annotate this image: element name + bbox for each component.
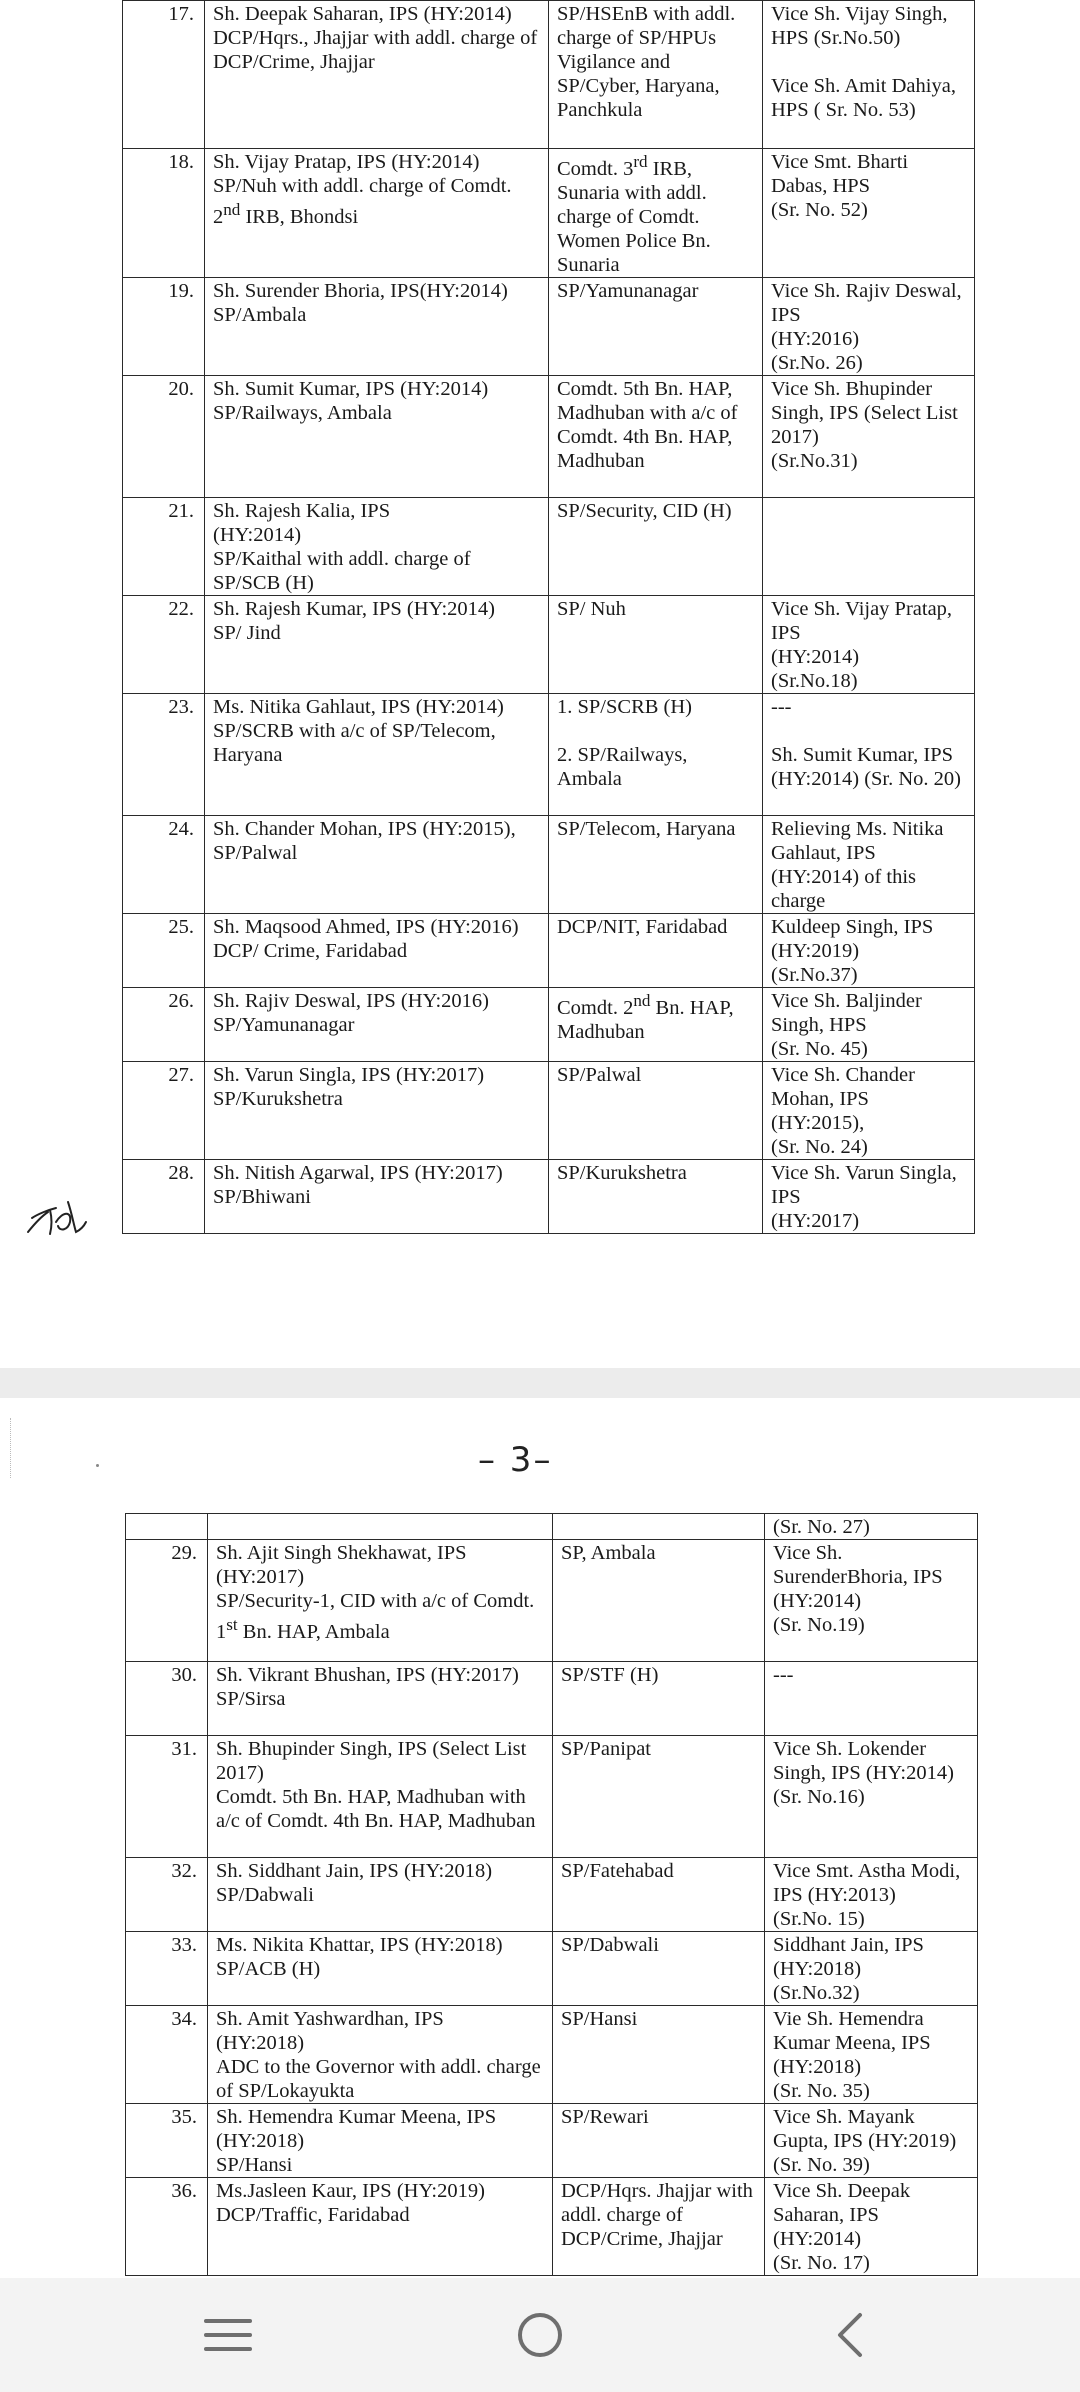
officer-cell: Sh. Varun Singla, IPS (HY:2017) SP/Kurukshetra	[205, 1061, 549, 1159]
officer-cell: Sh. Rajesh Kumar, IPS (HY:2014) SP/ Jind	[205, 595, 549, 693]
vice-cell: Siddhant Jain, IPS (HY:2018) (Sr.No.32)	[765, 1932, 978, 2006]
vice-cell: Vice Smt. Astha Modi, IPS (HY:2013) (Sr.No. 15)	[765, 1858, 978, 1932]
vice-cell: (Sr. No. 27)	[765, 1514, 978, 1540]
serial-number: 24.	[123, 815, 205, 913]
posted-as-cell: SP, Ambala	[553, 1540, 765, 1662]
table-row	[126, 1736, 978, 1858]
posted-as-cell: SP/Palwal	[549, 1061, 763, 1159]
vice-cell: Vice Sh. Lokender Singh, IPS (HY:2014) (Sr. No.16)	[765, 1736, 978, 1858]
home-circle-icon	[516, 2311, 564, 2359]
posting-table-page-2	[122, 0, 975, 1234]
vice-cell: Vice Sh. Vijay Singh, HPS (Sr.No.50) Vice Sh. Amit Dahiya, HPS ( Sr. No. 53)	[763, 1, 975, 149]
page-separator	[0, 1368, 1080, 1398]
vice-cell: Vie Sh. Hemendra Kumar Meena, IPS (HY:2018) (Sr. No. 35)	[765, 2006, 978, 2104]
posted-as-cell: SP/Telecom, Haryana	[549, 815, 763, 913]
table-row	[123, 497, 975, 595]
table-row	[123, 595, 975, 693]
handwritten-initials-signature	[22, 1192, 90, 1244]
officer-cell: Sh. Deepak Saharan, IPS (HY:2014) DCP/Hqrs., Jhajjar with addl. charge of DCP/Crime, Jhajjar	[205, 1, 549, 149]
officer-cell: Ms.Jasleen Kaur, IPS (HY:2019) DCP/Traffic, Faridabad	[208, 2178, 553, 2276]
officer-cell: Sh. Chander Mohan, IPS (HY:2015), SP/Palwal	[205, 815, 549, 913]
serial-number: 19.	[123, 277, 205, 375]
serial-number: 22.	[123, 595, 205, 693]
officer-cell: Sh. Vijay Pratap, IPS (HY:2014) SP/Nuh with addl. charge of Comdt. 2nd IRB, Bhondsi	[205, 149, 549, 278]
table-row	[126, 1514, 978, 1540]
back-button[interactable]	[770, 2278, 930, 2392]
serial-number: 17.	[123, 1, 205, 149]
posted-as-cell: SP/Hansi	[553, 2006, 765, 2104]
vice-cell: Relieving Ms. Nitika Gahlaut, IPS (HY:2014) of this charge	[763, 815, 975, 913]
scan-artifact	[96, 1464, 99, 1467]
serial-number: 21.	[123, 497, 205, 595]
table-body	[126, 1514, 978, 2276]
page-number: – 3–	[478, 1440, 553, 1480]
vice-cell: Vice Sh. SurenderBhoria, IPS (HY:2014) (Sr. No.19)	[765, 1540, 978, 1662]
table-body	[123, 1, 975, 1234]
posted-as-cell: Comdt. 2nd Bn. HAP, Madhuban	[549, 987, 763, 1061]
serial-number: 31.	[126, 1736, 208, 1858]
posted-as-cell: Comdt. 5th Bn. HAP, Madhuban with a/c of Comdt. 4th Bn. HAP, Madhuban	[549, 375, 763, 497]
recent-apps-button[interactable]	[148, 2278, 308, 2392]
vice-cell: Vice Sh. Chander Mohan, IPS (HY:2015), (Sr. No. 24)	[763, 1061, 975, 1159]
vice-cell: Vice Sh. Rajiv Deswal, IPS (HY:2016) (Sr.No. 26)	[763, 277, 975, 375]
table-row	[123, 1, 975, 149]
serial-number	[126, 1514, 208, 1540]
officer-cell: Sh. Maqsood Ahmed, IPS (HY:2016) DCP/ Crime, Faridabad	[205, 913, 549, 987]
officer-cell: Sh. Surender Bhoria, IPS(HY:2014) SP/Ambala	[205, 277, 549, 375]
officer-cell: Sh. Rajesh Kalia, IPS (HY:2014) SP/Kaithal with addl. charge of SP/SCB (H)	[205, 497, 549, 595]
officer-cell: Sh. Bhupinder Singh, IPS (Select List 2017) Comdt. 5th Bn. HAP, Madhuban with a/c of Comdt. 4th Bn. HAP, Madhuban	[208, 1736, 553, 1858]
serial-number: 18.	[123, 149, 205, 278]
vice-cell	[763, 497, 975, 595]
table-row	[126, 2006, 978, 2104]
posted-as-cell: SP/ Nuh	[549, 595, 763, 693]
serial-number: 26.	[123, 987, 205, 1061]
table-row	[123, 1061, 975, 1159]
serial-number: 32.	[126, 1858, 208, 1932]
serial-number: 27.	[123, 1061, 205, 1159]
serial-number: 20.	[123, 375, 205, 497]
table-row	[126, 1662, 978, 1736]
menu-lines-icon	[202, 2315, 254, 2355]
table-row	[126, 2178, 978, 2276]
table-row	[126, 1858, 978, 1932]
system-navigation-bar	[0, 2278, 1080, 2392]
serial-number: 28.	[123, 1159, 205, 1233]
posted-as-cell	[553, 1514, 765, 1540]
officer-cell: Sh. Sumit Kumar, IPS (HY:2014) SP/Railways, Ambala	[205, 375, 549, 497]
table-row	[126, 2104, 978, 2178]
table-row	[126, 1932, 978, 2006]
officer-cell: Ms. Nitika Gahlaut, IPS (HY:2014) SP/SCRB with a/c of SP/Telecom, Haryana	[205, 693, 549, 815]
posted-as-cell: SP/HSEnB with addl. charge of SP/HPUs Vigilance and SP/Cyber, Haryana, Panchkula	[549, 1, 763, 149]
officer-cell: Ms. Nikita Khattar, IPS (HY:2018) SP/ACB (H)	[208, 1932, 553, 2006]
table-row	[123, 815, 975, 913]
officer-cell: Sh. Vikrant Bhushan, IPS (HY:2017) SP/Sirsa	[208, 1662, 553, 1736]
table-row	[123, 913, 975, 987]
posted-as-cell: SP/Fatehabad	[553, 1858, 765, 1932]
vice-cell: Kuldeep Singh, IPS (HY:2019) (Sr.No.37)	[763, 913, 975, 987]
posted-as-cell: DCP/Hqrs. Jhajjar with addl. charge of DCP/Crime, Jhajjar	[553, 2178, 765, 2276]
posted-as-cell: SP/Rewari	[553, 2104, 765, 2178]
posting-table-page-3	[125, 1513, 978, 2276]
vice-cell: Vice Sh. Baljinder Singh, HPS (Sr. No. 45)	[763, 987, 975, 1061]
officer-cell	[208, 1514, 553, 1540]
posted-as-cell: SP/Dabwali	[553, 1932, 765, 2006]
serial-number: 33.	[126, 1932, 208, 2006]
vice-cell: Vice Sh. Varun Singla, IPS (HY:2017)	[763, 1159, 975, 1233]
home-button[interactable]	[460, 2278, 620, 2392]
serial-number: 25.	[123, 913, 205, 987]
serial-number: 30.	[126, 1662, 208, 1736]
serial-number: 34.	[126, 2006, 208, 2104]
vice-cell: Vice Sh. Deepak Saharan, IPS (HY:2014) (Sr. No. 17)	[765, 2178, 978, 2276]
vice-cell: ---	[765, 1662, 978, 1736]
table-row	[123, 375, 975, 497]
table-row	[123, 693, 975, 815]
serial-number: 29.	[126, 1540, 208, 1662]
officer-cell: Sh. Amit Yashwardhan, IPS (HY:2018) ADC to the Governor with addl. charge of SP/Lokayukta	[208, 2006, 553, 2104]
vice-cell: Vice Sh. Mayank Gupta, IPS (HY:2019) (Sr. No. 39)	[765, 2104, 978, 2178]
posted-as-cell: DCP/NIT, Faridabad	[549, 913, 763, 987]
posted-as-cell: SP/Kurukshetra	[549, 1159, 763, 1233]
vice-cell: Vice Smt. Bharti Dabas, HPS (Sr. No. 52)	[763, 149, 975, 278]
serial-number: 23.	[123, 693, 205, 815]
posted-as-cell: SP/Yamunanagar	[549, 277, 763, 375]
back-chevron-icon	[832, 2311, 868, 2359]
vice-cell: Vice Sh. Bhupinder Singh, IPS (Select List 2017) (Sr.No.31)	[763, 375, 975, 497]
scan-artifact	[10, 1418, 11, 1478]
vice-cell: Vice Sh. Vijay Pratap, IPS (HY:2014) (Sr.No.18)	[763, 595, 975, 693]
officer-cell: Sh. Rajiv Deswal, IPS (HY:2016) SP/Yamunanagar	[205, 987, 549, 1061]
officer-cell: Sh. Hemendra Kumar Meena, IPS (HY:2018) SP/Hansi	[208, 2104, 553, 2178]
posted-as-cell: 1. SP/SCRB (H) 2. SP/Railways, Ambala	[549, 693, 763, 815]
posted-as-cell: SP/STF (H)	[553, 1662, 765, 1736]
table-row	[123, 149, 975, 278]
officer-cell: Sh. Ajit Singh Shekhawat, IPS (HY:2017) SP/Security-1, CID with a/c of Comdt. 1st Bn. HAP, Ambala	[208, 1540, 553, 1662]
table-row	[123, 277, 975, 375]
table-row	[123, 987, 975, 1061]
table-row	[123, 1159, 975, 1233]
serial-number: 36.	[126, 2178, 208, 2276]
vice-cell: --- Sh. Sumit Kumar, IPS (HY:2014) (Sr. No. 20)	[763, 693, 975, 815]
posted-as-cell: SP/Security, CID (H)	[549, 497, 763, 595]
officer-cell: Sh. Nitish Agarwal, IPS (HY:2017) SP/Bhiwani	[205, 1159, 549, 1233]
serial-number: 35.	[126, 2104, 208, 2178]
posted-as-cell: SP/Panipat	[553, 1736, 765, 1858]
officer-cell: Sh. Siddhant Jain, IPS (HY:2018) SP/Dabwali	[208, 1858, 553, 1932]
posted-as-cell: Comdt. 3rd IRB, Sunaria with addl. charge of Comdt. Women Police Bn. Sunaria	[549, 149, 763, 278]
document-page-3	[0, 1398, 1080, 2278]
table-row	[126, 1540, 978, 1662]
